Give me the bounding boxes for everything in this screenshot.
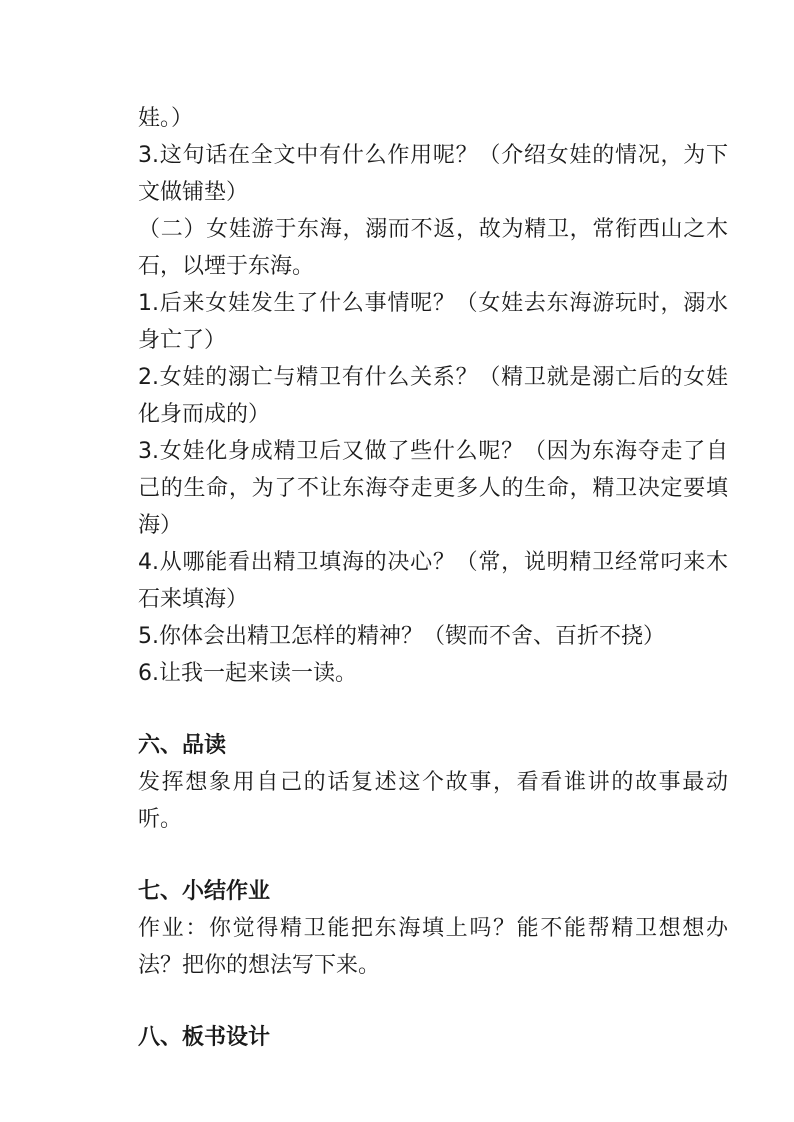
section-heading-6: 六、品读 — [138, 733, 227, 758]
section-6-body: 发挥想象用自己的话复述这个故事，看看谁讲的故事最动听。 — [138, 770, 728, 832]
question-5-spirit: 5.你体会出精卫怎样的精神？（锲而不舍、百折不挠） — [138, 624, 665, 649]
question-3-what-did: 3.女娃化身成精卫后又做了些什么呢？（因为东海夺走了自己的生命，为了不让东海夺走更多人的生命，精卫决定要填海） — [138, 439, 728, 538]
section-7-body: 作业：你觉得精卫能把东海填上吗？能不能帮精卫想想办法？把你的想法写下来。 — [138, 916, 728, 978]
section-heading-7: 七、小结作业 — [138, 879, 271, 904]
question-3-purpose: 3.这句话在全文中有什么作用呢？（介绍女娃的情况，为下文做铺垫） — [138, 143, 728, 205]
classical-text-part-2: （二）女娃游于东海，溺而不返，故为精卫，常衔西山之木石，以堙于东海。 — [138, 217, 728, 279]
question-4-determination: 4.从哪能看出精卫填海的决心？（常，说明精卫经常叼来木石来填海） — [138, 550, 728, 612]
question-2-relation: 2.女娃的溺亡与精卫有什么关系？（精卫就是溺亡后的女娃化身而成的） — [138, 365, 728, 427]
question-1-what-happened: 1.后来女娃发生了什么事情呢？（女娃去东海游玩时，溺水身亡了） — [138, 291, 728, 353]
document-page — [138, 100, 728, 1056]
paragraph-continuation: 娃。） — [138, 106, 194, 131]
item-6-read-together: 6.让我一起来读一读。 — [138, 661, 357, 686]
section-heading-8: 八、板书设计 — [138, 1025, 271, 1050]
